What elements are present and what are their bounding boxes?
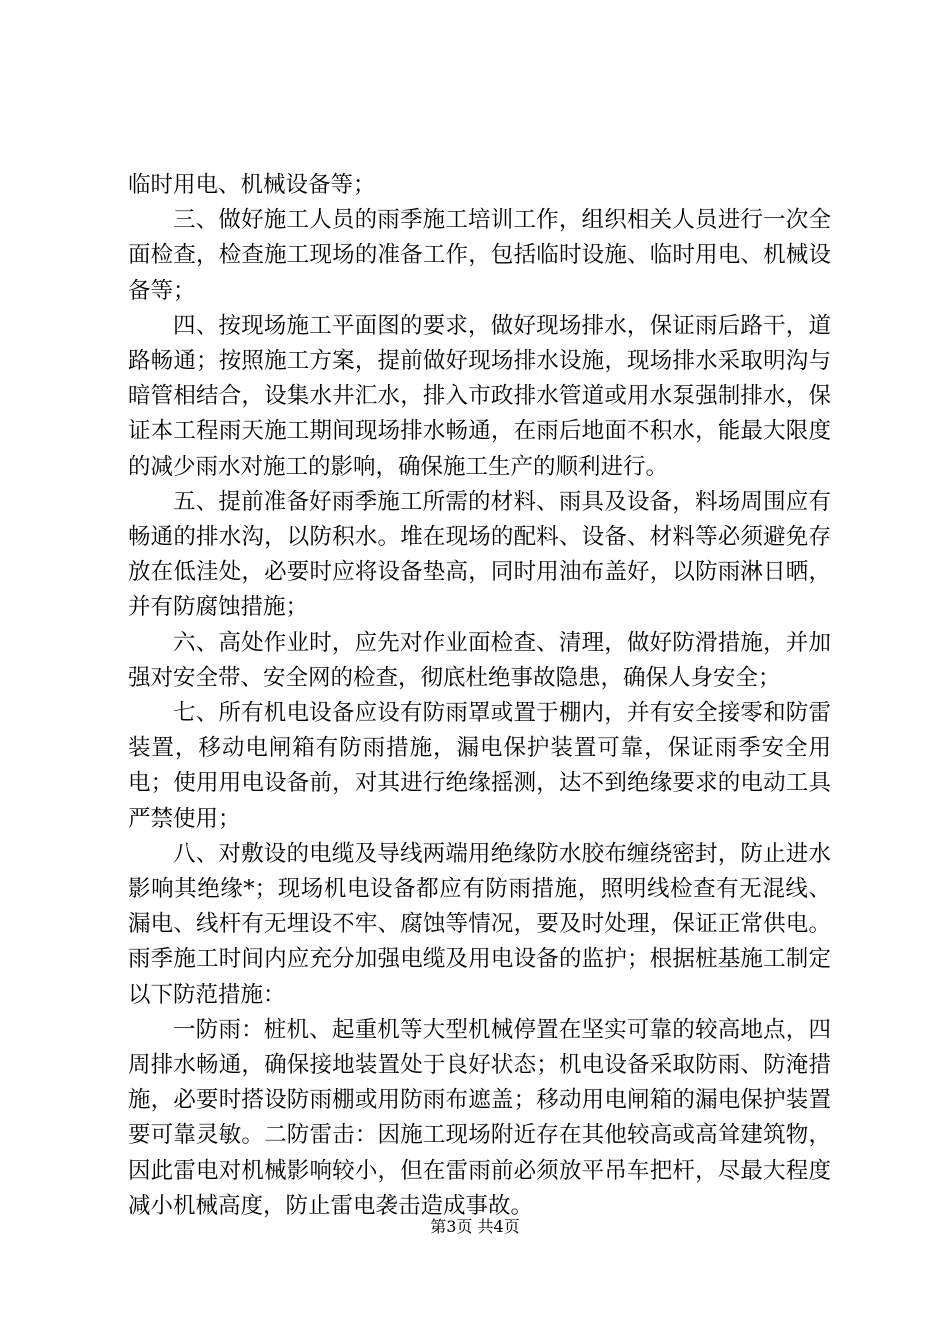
paragraph-item-7: 七、所有机电设备应设有防雨罩或置于棚内，并有安全接零和防雷装置，移动电闸箱有防雨措施，漏电保护装置可靠，保证雨季安全用电；使用用电设备前，对其进行绝缘摇测，达不到绝缘要求的电动工具严禁使用；	[128, 700, 831, 832]
paragraph-item-4: 四、按现场施工平面图的要求，做好现场排水，保证雨后路干，道路畅通；按照施工方案，提前做好现场排水设施，现场排水采取明沟与暗管相结合，设集水井汇水，排入市政排水管道或用水泵强制排水，保证本工程雨天施工期间现场排水畅通，在雨后地面不积水，能最大限度的减少雨水对施工的影响，确保施工生产的顺利进行。	[128, 312, 831, 480]
page-footer	[0, 1216, 950, 1238]
page-number-label: 第3页 共4页	[430, 1217, 520, 1236]
document-body	[128, 168, 831, 1224]
paragraph-item-5: 五、提前准备好雨季施工所需的材料、雨具及设备，料场周围应有畅通的排水沟，以防积水。堆在现场的配料、设备、材料等必须避免存放在低洼处，必要时应将设备垫高，同时用油布盖好，以防雨淋日晒，并有防腐蚀措施；	[128, 488, 831, 621]
paragraph-item-6: 六、高处作业时，应先对作业面检查、清理，做好防滑措施，并加强对安全带、安全网的检查，彻底杜绝事故隐患，确保人身安全；	[128, 629, 831, 691]
paragraph-item-8: 八、对敷设的电缆及导线两端用绝缘防水胶布缠绕密封，防止进水影响其绝缘*；现场机电设备都应有防雨措施，照明线检查有无混线、漏电、线杆有无埋设不牢、腐蚀等情况，要及时处理，保证正常供电。雨季施工时间内应充分加强电缆及用电设备的监护；根据桩基施工制定以下防范措施：	[128, 840, 831, 1008]
paragraph-rain-lightning-measures: 一防雨：桩机、起重机等大型机械停置在坚实可靠的较高地点，四周排水畅通，确保接地装置处于良好状态；机电设备采取防雨、防淹措施，必要时搭设防雨棚或用防雨布遮盖；移动用电闸箱的漏电保护装置要可靠灵敏。二防雷击：因施工现场附近存在其他较高或高耸建筑物，因此雷电对机械影响较小，但在雷雨前必须放平吊车把杆，尽最大程度减小机械高度，防止雷电袭击造成事故。	[128, 1016, 831, 1219]
paragraph-continuation: 临时用电、机械设备等；	[128, 172, 376, 198]
paragraph-item-3: 三、做好施工人员的雨季施工培训工作，组织相关人员进行一次全面检查，检查施工现场的准备工作，包括临时设施、临时用电、机械设备等；	[128, 207, 831, 304]
